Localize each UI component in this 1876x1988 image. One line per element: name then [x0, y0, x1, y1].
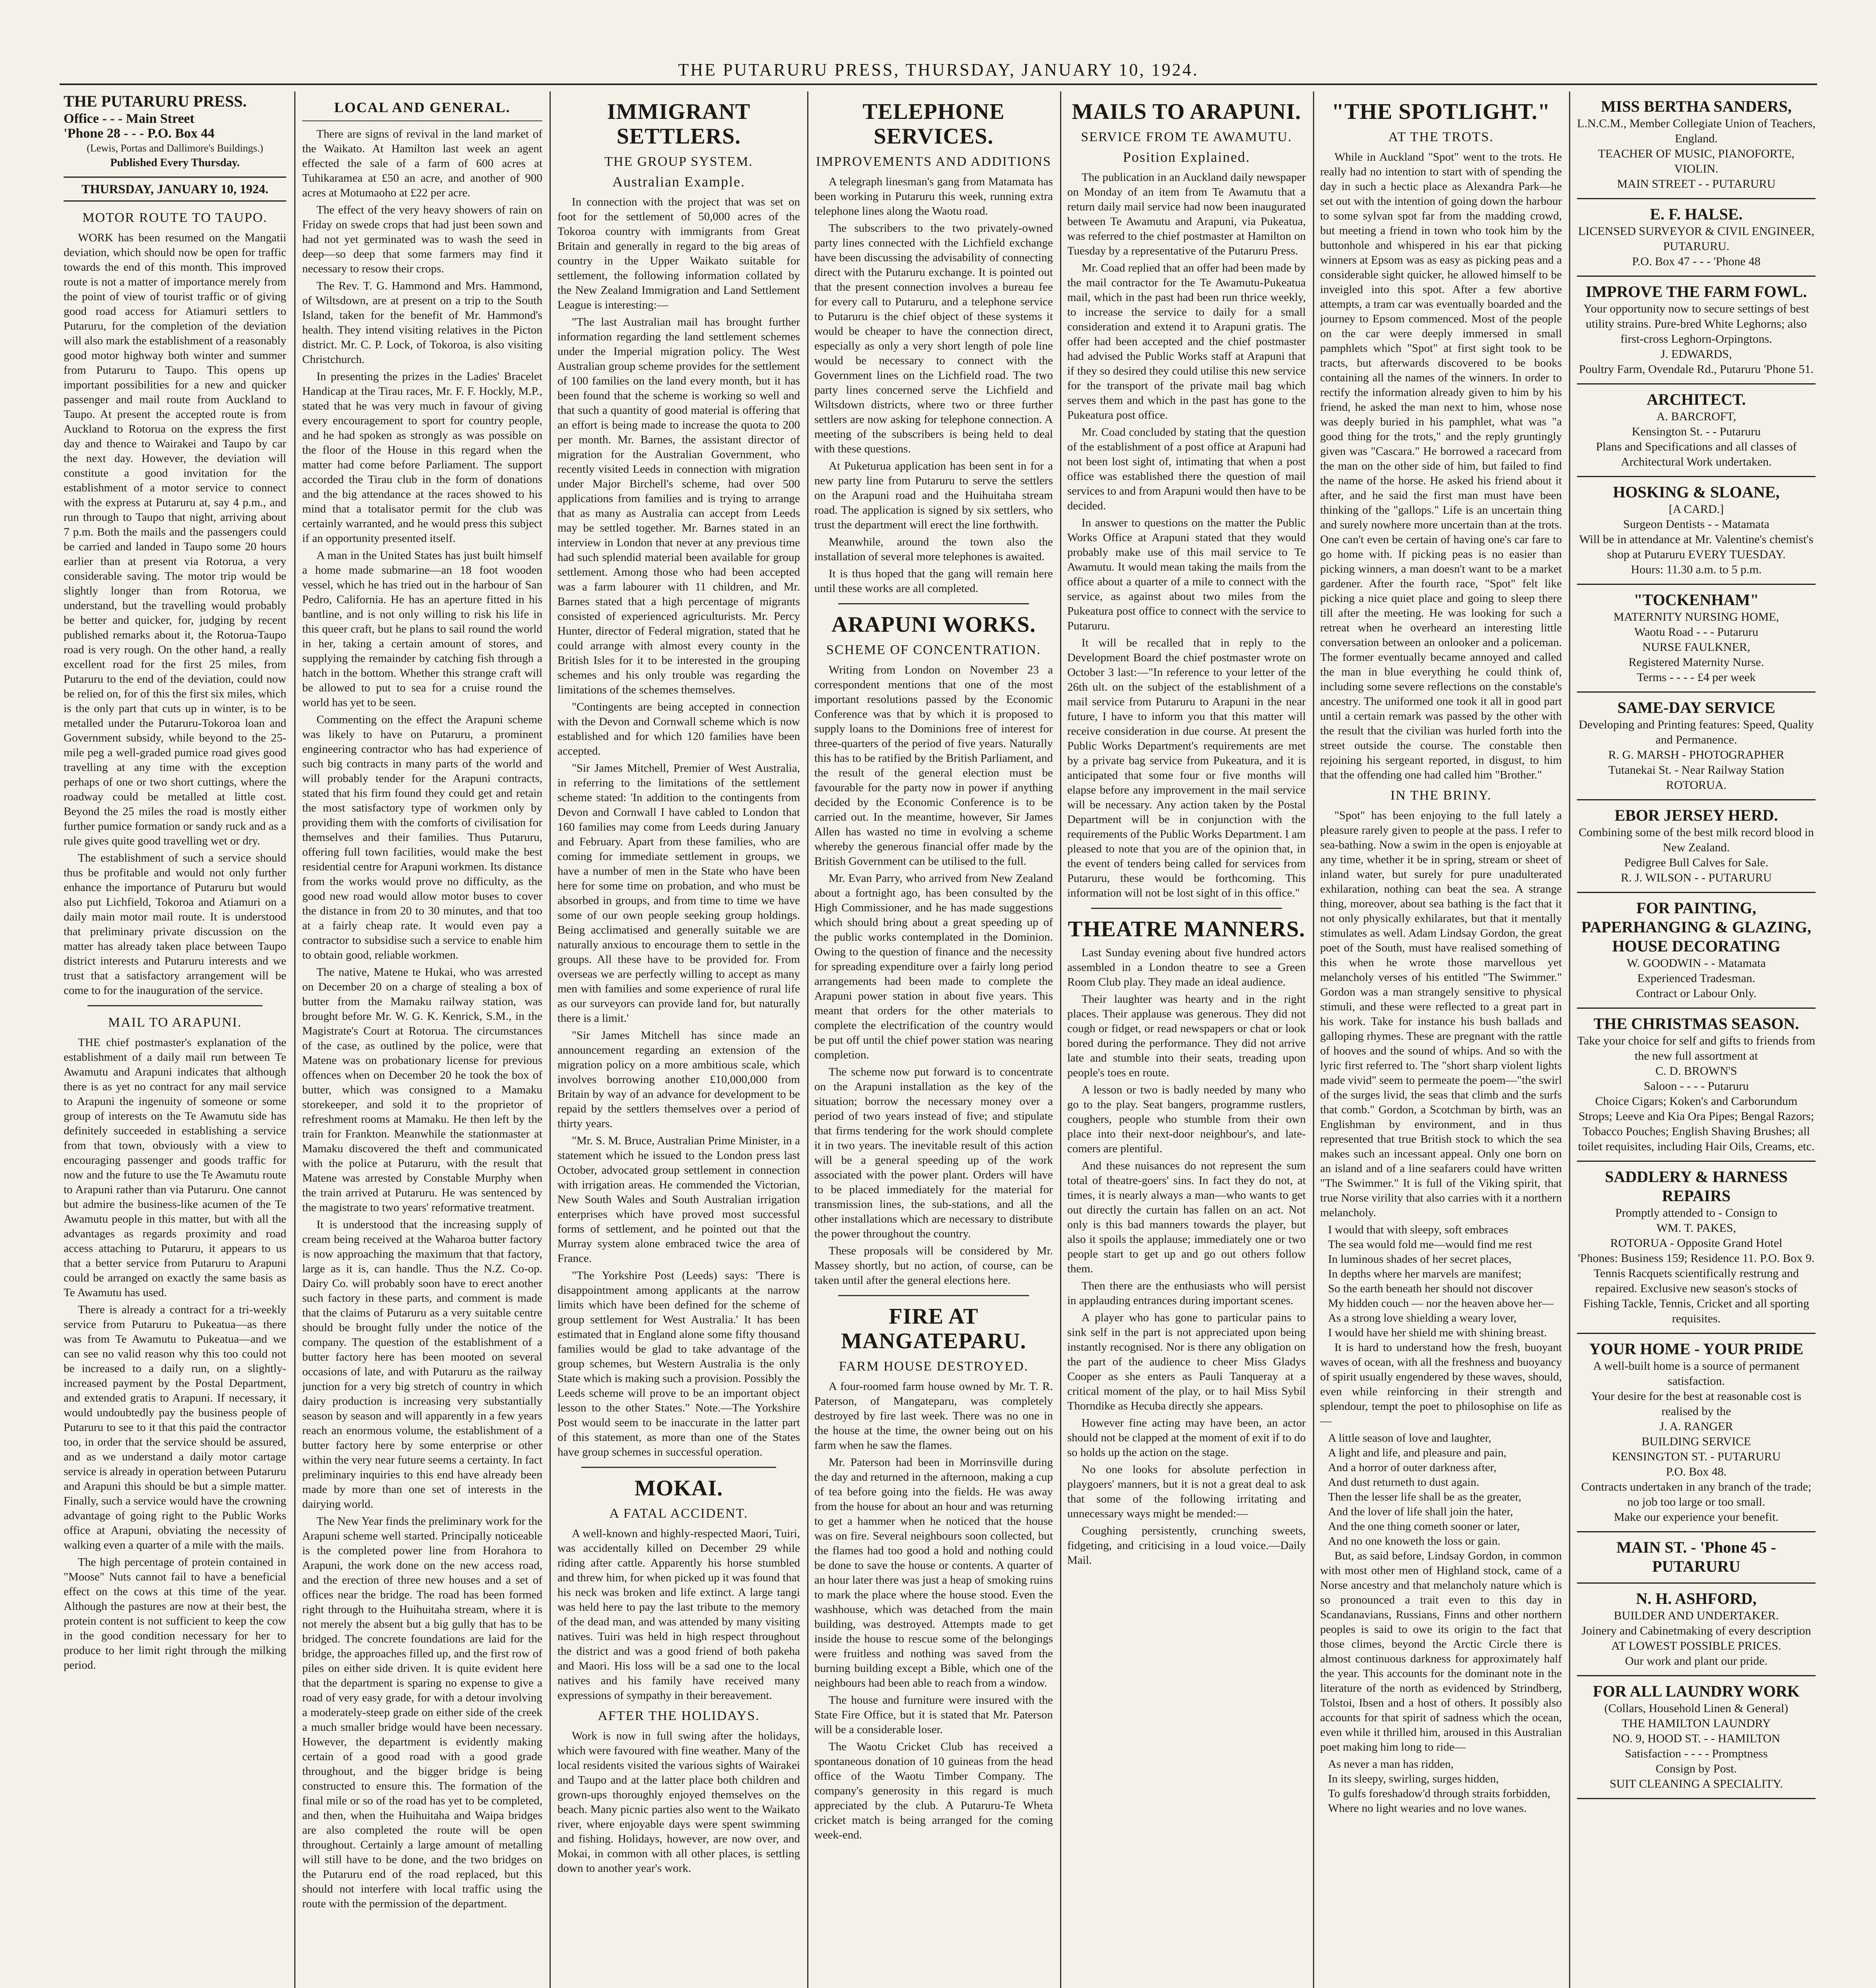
paragraph: "Contingents are being accepted in connection with the Devon and Cornwall scheme which is now established and for which 120 families have been accepted.	[557, 701, 800, 757]
ad-line: THE HAMILTON LAUNDRY	[1622, 1717, 1771, 1730]
column-7-advertisements	[1577, 91, 1816, 1988]
ad-line: NO. 9, HOOD ST. - - HAMILTON	[1612, 1732, 1780, 1745]
paragraph: Writing from London on November 23 a correspondent mentions that one of the most important resolutions passed by the Economic Conference was that by which it is proposed to supply loans to the Dominions free of interest for three-quarters of the period of five years. Naturally this has to be ratified by the British Parliament, and the result of the general election must be favourable for the party now in power if anything decided by the Economic Conference is to be carried out. In the meantime, however, Sir James Allen has wasted no time in evolving a scheme whereby the generous financial offer made by the British Government can be utilised to the full.	[814, 664, 1053, 868]
ad-title: ARCHITECT.	[1647, 390, 1746, 408]
spotlight-heading: "THE SPOTLIGHT."	[1331, 99, 1551, 124]
advertisement	[1577, 477, 1816, 585]
advertisement	[1577, 91, 1816, 199]
telephone-heading: TELEPHONE SERVICES.	[862, 99, 1005, 149]
divider	[1091, 908, 1282, 909]
paragraph: "Spot" has been enjoying to the full lately a pleasure rarely given to people at the pass. I refer to sea-bathing. Now a swim in the open is enjoyable at any time, whether it be in spring, stream or sheet of inland water, but surely for pure unadulterated exhilaration, nothing can beat the sea. A strange thing, moreover, about sea bathing is the fact that it not only physically exhilarates, but that it mentally stimulates as well. Adam Lindsay Gordon, the great poet of the South, must have realised something of this when he wrote those marvellous yet melancholy verses of his entitled "The Swimmer." Gordon was a man strangely sensitive to physical stimuli, and these were reflected to a great part in his work. Take for instance his bush ballads and galloping rhymes. These are pregnant with the rattle of hooves and the sound of whips. And so with the lyric first referred to. The "short sharp violent lights made vivid" seem to permeate the poem—"the swirl of the surges livid, the seas that climb and the surfs that comb." Gordon, a Scotchman by birth, was an Englishman by environment, and in thus represented that true British stock to which the sea makes such an incessant appeal. Only one born on an island and of a line seafarers could have written "The Swimmer." It is full of the Viking spirit, that true Norse virility that also carries with it a northern melancholy.	[1320, 809, 1562, 1219]
paragraph: The effect of the very heavy showers of rain on Friday on swede crops that had just been sown and had not yet germinated was to wash the seed in deep—so deep that some farmers may find it necessary to resow their crops.	[302, 204, 542, 275]
divider	[581, 1467, 776, 1468]
paragraph: A lesson or two is badly needed by many who go to the play. Seat bangers, programme rustlers, coughers, people who stumble from their own place into their next-door neighbour's, and late-comers are plentiful.	[1067, 1083, 1306, 1155]
immigrant-heading: IMMIGRANT SETTLERS.	[607, 99, 751, 149]
advertisement	[1577, 199, 1816, 277]
after-poem-2	[1320, 1549, 1562, 1755]
arapuni-works-sub: SCHEME OF CONCENTRATION.	[826, 643, 1041, 657]
ad-line: J. A. RANGER	[1659, 1420, 1733, 1433]
ad-title: MAIN ST. - 'Phone 45 - PUTARURU	[1616, 1538, 1776, 1575]
masthead: THE PUTARURU PRESS, THURSDAY, JANUARY 10, 1924.	[678, 60, 1199, 80]
ad-line: Terms - - - - £4 per week	[1637, 671, 1756, 684]
printers-line: (Lewis, Portas and Dallimore's Buildings.)	[87, 142, 263, 154]
paragraph: There are signs of revival in the land market of the Waikato. At Hamilton last week an agent effected the sale of a farm of 600 acres at Tuhikaramea at £50 an acre, and another of 900 acres at Motumaoho at £22 per acre.	[302, 128, 542, 199]
phone-line: 'Phone 28 - - - P.O. Box 44	[64, 126, 215, 141]
poem-line: And the lover of life shall join the hater,	[1328, 1505, 1513, 1518]
column-2	[302, 91, 542, 1988]
telephone-sub: IMPROVEMENTS AND ADDITIONS	[816, 154, 1052, 169]
ad-line: P.O. Box 47 - - - 'Phone 48	[1632, 255, 1761, 268]
column-3	[557, 91, 800, 1988]
paragraph: Mr. Paterson had been in Morrinsville during the day and returned in the afternoon, making a cup of tea before going into the fields. He was away from the house for about an hour and was returning to get a hammer when he noticed that the house was on fire. Several neighbours soon collected, but the flames had too good a hold and nothing could be done to save the house or contents. A quarter of an hour later there was just a heap of smoking ruins to mark the place where the house stood. Even the washhouse, which was detached from the main building, was destroyed. Attempts made to get inside the house to rescue some of the belongings were fruitless and nothing was saved from the burning building except a Bible, which one of the neighbours had been able to reach from a window.	[814, 1456, 1053, 1689]
immigrant-sub2: Australian Example.	[612, 174, 745, 190]
ad-title: "TOCKENHAM"	[1633, 591, 1759, 609]
ad-line: Tennis Racquets scientifically restrung and repaired. Exclusive new season's stocks of Fishing Tackle, Tennis, Cricket and all sporting requisites.	[1583, 1267, 1809, 1325]
fire-heading: FIRE AT MANGATEPARU.	[841, 1304, 1026, 1353]
ad-line: PUTARURU.	[1663, 240, 1730, 253]
ad-line: BUILDING SERVICE	[1641, 1435, 1751, 1448]
paragraph: It will be recalled that in reply to the Development Board the chief postmaster wrote on October 3 last:—"In reference to your letter of the 26th ult. on the subject of the establishment of a mail service from Putaruru to Arapuni in the near future, I have to inform you that this matter will receive consideration in due course. At present the Public Works Department's requirements are met by a private bag service from Pukeatura, and it is anticipated that some four or five months will elapse before any improvement in the mail service will be necessary. Any action taken by the Postal Department will be in conjunction with the requirements of the Public Works Department. I am pleased to note that you are of the opinion that, in the event of tenders being called for services from Putaruru, these would be forthcoming. This information will not be lost sight of in this office."	[1067, 637, 1306, 899]
ad-line: Pedigree Bull Calves for Sale.	[1624, 856, 1769, 869]
arapuni-works-heading: ARAPUNI WORKS.	[831, 612, 1036, 637]
ad-line: P.O. Box 48.	[1666, 1465, 1727, 1478]
column-rule	[294, 91, 295, 1988]
paragraph: The high percentage of protein contained in "Moose" Nuts cannot fail to have a beneficial effect on the cows at this time of the year. Although the pastures are now at their best, the protein content is not sufficient to keep the cow in the good condition necessary for her to produce to her limit right through the milking period.	[64, 1556, 286, 1672]
column-rule	[1313, 91, 1314, 1988]
paragraph: THE chief postmaster's explanation of the establishment of a daily mail run between Te Awamutu and Arapuni indicates that although there is as yet no contract for any mail service to Arapuni the ingenuity of someone or some group of interests on the Te Awamutu side has definitely succeeded in establishing a service from that town, obviously with a view to encouraging passenger and goods traffic for now and the future to use the Te Awamutu route to Arapuni rather than via Putaruru. One cannot but admire the business-like acumen of the Te Awamutu people in this matter, but with all the advantages as regards proximity and road access attaching to Putaruru, it appears to us that a better service from Putaruru to Arapuni could be arranged on exactly the same basis as Te Awamutu has used.	[64, 1036, 286, 1299]
ad-line: Make our experience your benefit.	[1614, 1510, 1779, 1524]
paragraph: WORK has been resumed on the Mangatii deviation, which should now be open for traffic towards the end of this month. This improved route is not a matter of importance merely from the point of view of tourist traffic or of giving good road access for Atiamuri settlers to Putaruru, for the completion of the deviation will also mark the establishment of a reasonably good motor highway both winter and summer from Putaruru to Taupo. This opens up important possibilities for a new and quicker passenger and mail route from Auckland to Taupo. At present the accepted route is from Auckland to Rotorua on the express the first day and thence to Wairakei and Taupo by car the next day. However, the deviation will constitute a good invitation for the establishment of a motor service to connect with the express at Putaruru at, say 4 p.m., and run through to Taupo that night, arriving about 7 p.m. Both the mails and the passengers could be carried and landed in Taupo some 20 hours earlier than at present via Rotorua, a very considerable saving. The motor trip would be slightly longer than from Rotorua, we understand, but the travelling would probably be better and quicker, for, judging by recent published remarks about it, the Rotorua-Taupo road is very rough. On the other hand, a really excellent road for the first 25 miles, from Putaruru to the end of the deviation, could now be relied on, for of this the first six miles, which is the only part that cuts up in winter, is to be metalled under the Putaruru-Tokoroa loan and Government subsidy, while beyond to the 25-mile peg a well-graded pumice road gives good travelling at any time with the exception perhaps of one or two short cuttings, where the roadway could be metalled at little cost. Beyond the 25 miles the road is mostly either further pumice formation or sandy ruck and as a rule gives quite good travelling wet or dry.	[64, 231, 286, 847]
ad-line: WM. T. PAKES,	[1656, 1221, 1736, 1235]
dateline: THURSDAY, JANUARY 10, 1924.	[64, 182, 286, 202]
ad-line: Tutanekai St. - Near Railway Station	[1608, 763, 1785, 777]
after-holidays-heading: AFTER THE HOLIDAYS.	[598, 1708, 760, 1723]
ad-line: Will be in attendance at Mr. Valentine's chemist's shop at Putaruru EVERY TUESDAY.	[1579, 533, 1814, 561]
ad-line: ROTORUA - Opposite Grand Hotel	[1610, 1237, 1783, 1250]
advertisement	[1577, 585, 1816, 693]
poem-line: My hidden couch — nor the heaven above her—	[1328, 1297, 1554, 1310]
column-rule	[550, 91, 551, 1988]
paragraph: A man in the United States has just built himself a home made submarine—an 18 foot wooden vessel, which he has tried out in the harbour of San Pedro, California. He has an aperture fitted in his bantline, and is not only willing to risk his life in this queer craft, but he plans to sail round the world in her, taking a certain amount of stores, and supplying the remainder by catching fish through a hatch in the bottom. Whether this strange craft will be allowed to put to sea for a cruise round the world has yet to be seen.	[302, 549, 542, 709]
ad-line: L.N.C.M., Member Collegiate Union of Teachers, England.	[1577, 117, 1816, 145]
column-4	[814, 91, 1053, 1988]
poem-line: Where no light wearies and no love wanes.	[1328, 1802, 1527, 1815]
ad-line: Plans and Specifications and all classes of Architectural Work undertaken.	[1596, 440, 1797, 468]
poem-line: The sea would fold me—would find me rest	[1328, 1238, 1532, 1251]
advertisement	[1577, 1162, 1816, 1334]
office-line: Office - - - Main Street	[64, 111, 194, 126]
poem-line: To gulfs foreshadow'd through straits forbidden,	[1328, 1787, 1550, 1800]
poem-line: I would have her shield me with shining breast.	[1328, 1326, 1547, 1339]
ad-line: MAIN STREET - - PUTARURU	[1617, 177, 1776, 190]
divider	[302, 120, 542, 121]
paragraph: It is hard to understand how the fresh, buoyant waves of ocean, with all the freshness and buoyancy of spirit usually engendered by these waves, should, even while reinforcing in their strength and splendour, tempt the poet to philosophise on life as—	[1320, 1341, 1562, 1427]
ad-line: Consign by Post.	[1655, 1762, 1737, 1775]
ad-line: A. BARCROFT,	[1656, 410, 1736, 423]
ad-title: FOR ALL LAUNDRY WORK	[1593, 1682, 1800, 1700]
advertisement	[1577, 1584, 1816, 1676]
ad-line: NURSE FAULKNER,	[1642, 641, 1750, 654]
paragraph: While in Auckland "Spot" went to the trots. He really had no intention to start with of spending the day in such a hectic place as Alexandra Park—he set out with the intention of going down the harbour to some sylvan spot far from the madding crowd, but meeting a friend in town who took him by the buttonhole and whispered in his ear that picking winners at Epsom was as easy as picking peas and a considerable sight quicker, he allowed himself to be inveigled into this spot. After a few abortive attempts, a tram car was eventually boarded and the journey to Epsom commenced. Most of the people on the car were deeply immersed in small pamphlets which "Spot" at first sight took to be tracts, but afterwards discovered to be books containing all the names of the winners. In order to rectify the information already given to him by his friend, he asked the man next to him, whose nose was deeply buried in his pamphlet, what was "a good thing for the trots," and the reply gruntingly given was "Cascara." He borrowed a racecard from the man on the other side of him, but failed to find the name of the horse. He asked his friend about it after, and he said the first man must have been thinking of the "gallops." Life is an uncertain thing and surely nowhere more uncertain than at the trots. One can't even be certain of having one's car fare to go home with. If picking peas is no easier than picking winners, a man doesn't want to be a market gardener. After the fourth race, "Spot" felt like picking a nice quiet place and going to sleep there till after the meeting. He was looking for such a retreat when he overheard an interesting little conversation between an onlooker and a policeman. The former eventually became annoyed and called the man in blue everything he could think of, including some severe reflections on the constable's ancestry. The uniformed one took it all in good part until a certain remark was passed by the other with the result that the civilian was hurled forth into the street outside the course. The constable then rejoining his sergeant reported, in disgust, to him that the offending one had called him "Brother."	[1320, 151, 1562, 781]
poem-line: As a strong love shielding a weary lover,	[1328, 1312, 1517, 1324]
ad-line: Saloon - - - - Putaruru	[1643, 1079, 1749, 1093]
paragraph: Last Sunday evening about five hundred actors assembled in a London theatre to see a Green Room Club play. They made an ideal audience.	[1067, 946, 1306, 988]
ad-line: R. G. MARSH - PHOTOGRAPHER	[1608, 748, 1785, 761]
paragraph: "Sir James Mitchell has since made an announcement regarding an extension of the migration policy on a more ambitious scale, which involves borrowing another £10,000,000 from Britain by way of an advance for development to be repaid by the settlers themselves over a period of thirty years.	[557, 1029, 800, 1130]
paragraph: Mr. Coad replied that an offer had been made by the mail contractor for the Te Awamutu-Pukeatua mail, which in the past had been run thrice weekly, to increase the service to daily for a small consideration and extend it to Arapuni gratis. The offer had been accepted and the chief postmaster had advised the Public Works staff at Arapuni that if they so desired they could utilise this new service for the transport of the private mail bag which serves them and which in the past has gone to the Pukeatura post office.	[1067, 262, 1306, 421]
poem-1	[1320, 1223, 1562, 1340]
after-poem-1	[1320, 1340, 1562, 1429]
local-general-heading: LOCAL AND GENERAL.	[334, 99, 511, 115]
column-6	[1320, 91, 1562, 1988]
paragraph: In connection with the project that was set on foot for the settlement of 50,000 acres of the Tokoroa country with immigrants from Great Britain and generally in regard to the big areas of country in the Upper Waikato suitable for settlement, the following information collated by the New Zealand Immigration and Land Settlement League is interesting:—	[557, 196, 800, 311]
theatre-body	[1067, 945, 1306, 1568]
paragraph: The subscribers to the two privately-owned party lines connected with the Lichfield exchange have been discussing the advisability of connecting direct with the Putaruru exchange. It is pointed out that the present connection involves a bureau fee for every call to Putaruru, and a telephone service to Putaruru is the chief object of these systems it would be cheaper to have the connection direct, especially as only a very short length of pole line would be necessary to connect with the Government lines on the Lichfield road. The two party lines concerned serve the Lichfield and Wiltsdown districts, where two or three further settlers are now asking for telephone connection. A meeting of the subscribers is being held to deal with these questions.	[814, 222, 1053, 455]
divider	[87, 1005, 262, 1006]
paragraph: However fine acting may have been, an actor should not be clapped at the moment of exit if to do so holds up the action on the stage.	[1067, 1417, 1306, 1459]
advertisement	[1577, 800, 1816, 893]
ad-line: Promptly attended to - Consign to	[1615, 1206, 1777, 1219]
ad-line: Waotu Road - - - Putaruru	[1634, 625, 1758, 639]
mails-body	[1067, 170, 1306, 901]
ad-line: Kensington St. - - Putaruru	[1631, 425, 1761, 438]
ad-line: AT LOWEST POSSIBLE PRICES.	[1611, 1639, 1781, 1652]
ad-title: FOR PAINTING, PAPERHANGING & GLAZING, HOUSE DECORATING	[1581, 899, 1812, 955]
paragraph: A telegraph linesman's gang from Matamata has been working in Putaruru this week, running extra telephone lines along the Waotu road.	[814, 175, 1053, 217]
ad-line: J. EDWARDS,	[1660, 348, 1732, 361]
mokai-sub: A FATAL ACCIDENT.	[609, 1506, 748, 1521]
theatre-heading: THEATRE MANNERS.	[1068, 917, 1305, 942]
paragraph: The Rev. T. G. Hammond and Mrs. Hammond, of Wiltsdown, are at present on a trip to the South Island, taken for the benefit of Mr. Hammond's health. They intend visiting relatives in the Picton district. Mr. C. P. Lock, of Tokoroa, is also visiting Christchurch.	[302, 280, 542, 366]
briny-heading: IN THE BRINY.	[1390, 788, 1492, 803]
briny-body	[1320, 808, 1562, 1220]
ad-line: TEACHER OF MUSIC, PIANOFORTE, VIOLIN.	[1598, 147, 1795, 175]
paragraph: No one looks for absolute perfection in playgoers' manners, but it is not a great deal to ask that some of the following irritating and unnecessary ways might be mended:—	[1067, 1463, 1306, 1520]
ad-line: 'Phones: Business 159; Residence 11. P.O. Box 9.	[1578, 1252, 1815, 1265]
ad-line: Choice Cigars; Koken's and Carborundum Strops; Leeve and Kia Ora Pipes; Bengal Razors; Tobacco Pouches; English Shaving Brushes; all toilet requisites, including Hair Oils, Creams, etc.	[1578, 1095, 1815, 1153]
paragraph: The publication in an Auckland daily newspaper on Monday of an item from Te Awamutu that a return daily mail service had now been inaugurated between Te Awamutu and Arapuni, via Pukeatua, was referred to the chief postmaster at Hamilton on Tuesday by a representative of the Putaruru Press.	[1067, 171, 1306, 257]
paper-name: THE PUTARURU PRESS.	[64, 92, 247, 110]
ad-line: A well-built home is a source of permanent satisfaction.	[1593, 1359, 1800, 1388]
poem-line: And dust returneth to dust again.	[1328, 1476, 1480, 1489]
ad-title: THE CHRISTMAS SEASON.	[1593, 1015, 1799, 1033]
ad-line: Joinery and Cabinetmaking of every description	[1581, 1624, 1811, 1637]
column-rule	[807, 91, 808, 1988]
spotlight-body	[1320, 150, 1562, 782]
divider	[838, 603, 1029, 604]
poem-2	[1320, 1431, 1562, 1549]
ad-title: SAME-DAY SERVICE	[1617, 699, 1775, 716]
ad-line: ROTORUA.	[1666, 779, 1726, 792]
advertisement	[1577, 693, 1816, 800]
local-general-body	[302, 127, 542, 1911]
masthead-rule	[60, 83, 1817, 85]
column-rule	[1569, 91, 1570, 1988]
poem-line: And no one knoweth the loss or gain.	[1328, 1535, 1501, 1547]
paragraph: Mr. Evan Parry, who arrived from New Zealand about a fortnight ago, has been consulted by the High Commissioner, and he has made suggestions which should bring about a great speeding up of the public works contemplated in the Dominion. Owing to the question of finance and the necessity for spreading expenditure over a fairly long period arrangements had been made to complete the Arapuni power station in about five years. This meant that orders for the other materials to complete the electrification of the country would be put off until the chief power station was nearing completion.	[814, 872, 1053, 1061]
column-1	[64, 91, 286, 1988]
mail-body	[64, 1035, 286, 1673]
paragraph: Meanwhile, around the town also the installation of several more telephones is awaited.	[814, 536, 1053, 563]
mails-sub2: Position Explained.	[1123, 149, 1250, 165]
immigrant-body	[557, 195, 800, 1460]
immigrant-sub1: THE GROUP SYSTEM.	[604, 154, 753, 169]
poem-line: And the one thing cometh sooner or later,	[1328, 1520, 1520, 1533]
paragraph: The scheme now put forward is to concentrate on the Arapuni installation as the key of the situation; borrow the necessary money over a period of two years instead of five; and stipulate that firms tendering for the work should complete it in two years. The inevitable result of this action will be a general speeding up of the work associated with the power plant. Orders will have to be placed immediately for the material for transmission lines, the sub-stations, and all the other installations which are necessary to distribute the power throughout the country.	[814, 1066, 1053, 1240]
ad-line: Your desire for the best at reasonable cost is realised by the	[1591, 1390, 1802, 1418]
paragraph: But, as said before, Lindsay Gordon, in common with most other men of Highland stock, came of a Norse ancestry and that melancholy nature which is so pronounced a trait even to this day in Scandanavians, Russians, Finns and other northern peoples is said to owe its origin to the fact that those climes, beyond the Arctic Circle there is almost continuous darkness for approximately half the year. This accounts for the dominant note in the literature of the north as evidenced by Strindberg, Tolstoi, Ibsen and a host of others. It possibly also accounts for that spirit of sadness which the ocean, even while it thrilled him, aroused in this Australian poet making him long to ride—	[1320, 1549, 1562, 1753]
paragraph: And these nuisances do not represent the sum total of theatre-goers' sins. In fact they do not, at times, it is nearly always a man—who wants to get out directly the curtain has fallen on an act. Not only is this bad manners towards the player, but also it spoils the applause; immediately one or two people start to get up and go out others follow them.	[1067, 1159, 1306, 1275]
ad-line: Contract or Labour Only.	[1636, 987, 1757, 1000]
paragraph: In answer to questions on the matter the Public Works Office at Arapuni stated that they would probably make use of this mail service to Te Awamutu. It would mean taking the mails from the office about a quarter of a mile to connect with the service, as against about two miles from the Pukeatura post office to connect with the service to Putaruru.	[1067, 516, 1306, 632]
ad-line: Satisfaction - - - - Promptness	[1625, 1747, 1768, 1760]
ad-line: Your opportunity now to secure settings of best utility strains. Pure-bred White Leghorns; also first-cross Leghorn-Orpingtons.	[1583, 302, 1809, 346]
poem-line: In its sleepy, swirling, surges hidden,	[1328, 1773, 1499, 1785]
paragraph: Mr. Coad concluded by stating that the question of the establishment of a post office at Arapuni had not been lost sight of, intimating that when a post office was established there the question of mail services to and from Arapuni would then have to be decided.	[1067, 426, 1306, 512]
advertisement	[1577, 1334, 1816, 1532]
ad-line: Our work and plant our pride.	[1625, 1654, 1768, 1668]
ad-line: Experienced Tradesman.	[1637, 972, 1756, 985]
paragraph: A player who has gone to particular pains to sink self in the part is not appreciated upon being instantly recognised. Nor is there any obligation on the part of the audience to cheer Miss Gladys Cooper as she enters as Pauli Tanqueray at a critical moment of the play, or to hail Miss Sybil Thorndike as Hecuba directly she appears.	[1067, 1311, 1306, 1412]
paragraph: "Sir James Mitchell, Premier of West Australia, in referring to the limitations of the settlement scheme stated: 'In addition to the contingents from Devon and Cornwall I have cabled to London that 160 families may come from Leeds during January and February. Apart from these families, who are coming for immediate settlement in groups, we have a number of men in the State who have been here for some time on probation, and who must be absorbed in groups, and from time to time we have some of our own people seeking group holdings. Being acclimatised and generally suitable we are naturally anxious to encourage them to settle in the groups. All these have to be provided for. From overseas we are perfectly willing to accept as many men with families and some experience of rural life as our surveyors can provide land for, but naturally there is a limit.'	[557, 762, 800, 1025]
ad-line: Combining some of the best milk record blood in New Zealand.	[1579, 826, 1814, 854]
paragraph: Their laughter was hearty and in the right places. Their applause was generous. They did not cough or fidget, or read newspapers or chat or look bored during the performance. They did not arrive late and stumble into their seats, treading upon people's toes en route.	[1067, 993, 1306, 1079]
ad-line: Contracts undertaken in any branch of the trade; no job too large or too small.	[1581, 1480, 1812, 1508]
ad-line: C. D. BROWN'S	[1655, 1064, 1737, 1077]
ad-line: Take your choice for self and gifts to friends from the new full assortment at	[1577, 1034, 1816, 1062]
telephone-body	[814, 175, 1053, 596]
column-5	[1067, 91, 1306, 1988]
ad-line: W. GOODWIN - - Matamata	[1627, 957, 1766, 970]
mails-heading: MAILS TO ARAPUNI.	[1072, 99, 1301, 124]
ad-line: Developing and Printing features: Speed, Quality and Permanence.	[1579, 718, 1814, 746]
paragraph: The Waotu Cricket Club has received a spontaneous donation of 10 guineas from the head office of the Waotu Timber Company. The company's generosity in this regard is much appreciated by the club. A Putaruru-Te Wheta cricket match is being arranged for the coming week-end.	[814, 1740, 1053, 1841]
poem-line: A little season of love and laughter,	[1328, 1432, 1491, 1444]
fire-sub: FARM HOUSE DESTROYED.	[839, 1359, 1029, 1374]
paragraph: Then there are the enthusiasts who will persist in applauding entrances during important scenes.	[1067, 1279, 1306, 1307]
paragraph: Commenting on the effect the Arapuni scheme was likely to have on Putaruru, a prominent engineering contractor who has had experience of such big contracts in many parts of the world and will probably tender for the Arapuni contracts, stated that his firm found they could get and retain the most satisfactory type of workmen only by providing them with the comforts of civilisation for themselves and their families. Thus Putaruru, offering full town facilities, would make the best residential centre for Arapuni workmen. Its distance from the works would prove no difficulty, as the good new road would allow motor buses to cover the distance in from 20 to 30 minutes, and that too at a fairly cheap rate. It would even pay a contractor to subsidise such a service to enable him to obtain good, reliable workmen.	[302, 713, 542, 961]
arapuni-works-body	[814, 663, 1053, 1288]
paragraph: It is thus hoped that the gang will remain here until these works are all completed.	[814, 567, 1053, 595]
ads-list	[1577, 91, 1816, 1799]
paragraph: A four-roomed farm house owned by Mr. T. R. Paterson, of Mangateparu, was completely destroyed by fire last week. There was no one in the house at the time, the owner being out on his farm when he saw the flames.	[814, 1380, 1053, 1452]
column-rule	[1060, 91, 1061, 1988]
ad-title: YOUR HOME - YOUR PRIDE	[1589, 1340, 1804, 1358]
ad-line: Hours: 11.30 a.m. to 5 p.m.	[1631, 563, 1762, 576]
mokai-heading: MOKAI.	[634, 1476, 723, 1501]
poem-line: In depths where her marvels are manifest;	[1328, 1268, 1522, 1280]
after-holidays-body	[557, 1729, 800, 1876]
advertisement	[1577, 1532, 1816, 1584]
ad-title: E. F. HALSE.	[1650, 205, 1743, 223]
paragraph: The house and furniture were insured with the State Fire Office, but it is stated that Mr. Paterson will be a considerable loser.	[814, 1694, 1053, 1736]
ad-title: N. H. ASHFORD,	[1636, 1590, 1757, 1607]
motor-route-body	[64, 231, 286, 998]
poem-line: So the earth beneath her should not discover	[1328, 1282, 1533, 1295]
paragraph: "The Yorkshire Post (Leeds) says: 'There is disappointment among applicants at the narrow limits which have been defined for the scheme of group settlement for West Australia.' It has been estimated that in England alone some fifty thousand families would be glad to take advantage of the group schemes, but Western Australia is the only State which is making such a provision. Possibly the Leeds scheme will prove to be an important object lesson to the other States." Note.—The Yorkshire Post would seem to be inaccurate in the latter part of this statement, as more than one of the States have group schemes in successful operation.	[557, 1269, 800, 1458]
ad-line: BUILDER AND UNDERTAKER.	[1614, 1609, 1779, 1622]
fire-body	[814, 1379, 1053, 1842]
ad-title: HOSKING & SLOANE,	[1613, 483, 1780, 501]
divider	[838, 1295, 1029, 1296]
ad-line: MATERNITY NURSING HOME,	[1613, 610, 1779, 623]
poem-line: And a horror of outer darkness after,	[1328, 1461, 1497, 1474]
ad-line: Registered Maternity Nurse.	[1628, 656, 1764, 669]
mails-sub1: SERVICE FROM TE AWAMUTU.	[1081, 130, 1292, 144]
ad-line: (Collars, Household Linen & General)	[1604, 1702, 1789, 1715]
paragraph: "The last Australian mail has brought further information regarding the land settlement schemes under the Imperial migration policy. The West Australian group scheme provides for the settlement of 100 families on the land every month, but it has been found that the scheme is working so well and that such a quantity of good material is offering that an effort is being made to increase the quota to 200 per month. Mr. Barnes, the assistant director of migration for the Australian Government, who recently visited Leeds in connection with migration under Major Birchell's scheme, had over 500 applications from families and is trying to arrange that as many as Australia can accept from Leeds may be settled together. Mr. Barnes stated in an interview in London that never at any previous time had such splendid material been available for group settlement. Among those who had been accepted was a farm labourer with 11 children, and Mr. Barnes stated that a high percentage of migrants consisted of experienced agriculturists. Mr. Percy Hunter, director of Federal migration, stated that he could arrange with almost every county in the British Isles for it to be interested in the grouping schemes and his only trouble was regarding the limitations of the schemes themselves.	[557, 316, 800, 696]
ad-title: EBOR JERSEY HERD.	[1614, 806, 1778, 824]
published-line: Published Every Thursday.	[110, 157, 240, 169]
paragraph: These proposals will be considered by Mr. Massey shortly, but no action, of course, can be taken until after the general elections here.	[814, 1244, 1053, 1287]
ad-title: SADDLERY & HARNESS REPAIRS	[1605, 1168, 1788, 1205]
poem-line: In luminous shades of her secret places,	[1328, 1253, 1512, 1266]
poem-3	[1320, 1757, 1562, 1816]
paragraph: It is understood that the increasing supply of cream being received at the Waharoa butter factory is now approaching the maximum that that factory, large as it is, can handle. Thus the N.Z. Co-op. Dairy Co. will probably soon have to erect another such factory in these parts, and comment is made that the claims of Putaruru as a very suitable centre should be brought fully under the notice of the company. The question of the establishment of a butter factory here has been mooted on several occasions of late, and with Putaruru as the railway junction for a very big stretch of country in which dairy production is increasing very substantially season by season and will apparently in a few years reach an enormous volume, the establishment of a butter factory here by some enterprise or other within the very near future seems a certainty. In fact preliminary inquiries to this end have already been made by more than one set of interests in the dairying world.	[302, 1218, 542, 1510]
poem-line: A light and life, and pleasure and pain,	[1328, 1446, 1507, 1459]
paragraph: Work is now in full swing after the holidays, which were favoured with fine weather. Many of the local residents visited the various sights of Wairakei and Taupo and at the latter place both children and grown-ups thoroughly enjoyed themselves on the beach. Many picnic parties also went to the Waikato river, where enjoyable days were spent swimming and fishing. Holidays, however, are now over, and Mokai, in common with all other places, is settling down to another year's work.	[557, 1730, 800, 1875]
ad-line: Surgeon Dentists - - Matamata	[1623, 518, 1769, 531]
paragraph: "Mr. S. M. Bruce, Australian Prime Minister, in a statement which he issued to the London press last October, advocated group settlement in connection with irrigation areas. He commended the Victorian, New South Wales and South Australian irrigation enterprises which have proved most successful forms of settlement, and he pointed out that the Murray system alone embraced twice the area of France.	[557, 1134, 800, 1265]
paragraph: There is already a contract for a tri-weekly service from Putaruru to Pukeatua—as there was from Te Awamutu to Pukeatua—and we can see no valid reason why this too could not be increased to a daily run, on a slightly-increased payment by the Postal Department, and extended gratis to Arapuni. If necessary, it would undoubtedly pay the business people of Putaruru to see to it that this paid the contractor too, in order that the service should be assured, and as we understand a daily motor cartage service is already in operation between Putaruru and Arapuni this should be but a simple matter. Finally, such a service would have the crowning advantage of going right to the Public Works office at Arapuni, obviating the necessity of walking even a quarter of a mile with the mails.	[64, 1303, 286, 1551]
ad-line: SUIT CLEANING A SPECIALITY.	[1610, 1777, 1783, 1790]
paragraph: Coughing persistently, crunching sweets, fidgeting, and criticising in a loud voice.—Daily Mail.	[1067, 1524, 1306, 1567]
ad-title: IMPROVE THE FARM FOWL.	[1585, 283, 1807, 301]
paragraph: In presenting the prizes in the Ladies' Bracelet Handicap at the Tirau races, Mr. F. F. Hockly, M.P., stated that he was very much in favour of giving every encouragement to sport for country people, and he had spoken as strongly as was possible on the floor of the House in this regard when the matter had come before Parliament. The support accorded the Tirau club in the form of donations and the big attendance at the races showed to his mind that a totalisator permit for the club was certainly warranted, and he would press this subject if an opportunity presented itself.	[302, 370, 542, 545]
spotlight-sub: AT THE TROTS.	[1388, 130, 1494, 144]
mail-heading: MAIL TO ARAPUNI.	[108, 1015, 242, 1030]
paragraph: The establishment of such a service should thus be profitable and would not only further enhance the importance of Putaruru but would also put Lichfield, Tokoroa and Atiamuri on a daily main motor mail route. It is understood that preliminary private discussion on the matter has already taken place between Taupo district interests and Putaruru interests and we trust that a satisfactory arrangement will be come to for the inauguration of the service.	[64, 852, 286, 997]
motor-route-heading: MOTOR ROUTE TO TAUPO.	[82, 210, 268, 225]
advertisement	[1577, 277, 1816, 384]
advertisement	[1577, 1009, 1816, 1162]
ad-line: LICENSED SURVEYOR & CIVIL ENGINEER,	[1578, 225, 1814, 238]
paragraph: The New Year finds the preliminary work for the Arapuni scheme well started. Principally noticeable is the completed power line from Horahora to Arapuni, the work done on the new access road, and the erection of three new houses and a set of offices near the bridge. The road has been formed right through to the Huihuitaha stream, where it is not merely the absent but a big gully that has to be bridged. The concrete foundations are laid for the bridge, the approaches filled up, and the first row of piles on either side driven. It is quite evident here that the department is sparing no expense to give a road of very easy grade, for with a detour involving a moderately-steep grade on either side of the creek a much smaller bridge would have been necessary. However, the department is evidently making certain of a good road with a good grade throughout, and the bigger bridge is being constructed to ensure this. The formation of the final mile or so of the road has yet to be completed, and then, when the Huihuitaha and Waipa bridges are also completed the route will be open throughout. Certainly a large amount of metalling will still have to be done, and the two bridges on the Putaruru end of the road replaced, but this should not interfere with local traffic using the route with the permission of the department.	[302, 1515, 542, 1910]
ad-line: [A CARD.]	[1668, 503, 1724, 516]
advertisement	[1577, 893, 1816, 1009]
paragraph: The native, Matene te Hukai, who was arrested on December 20 on a charge of stealing a box of butter from the Mamaku railway station, was brought before Mr. W. G. K. Kenrick, S.M., in the Magistrate's Court at Rotorua. The circumstances of the case, as outlined by the police, were that Matene was on probationary license for previous offences when on December 20 he took the box of butter, which was consigned to a Mamaku storekeeper, and sold it to the proprietor of refreshment rooms at Mamaku. He then left by the train for Frankton. Meanwhile the stationmaster at Mamaku discovered the theft and communicated with the police at Putaruru, with the result that Matene was arrested by Constable Murphy when the train arrived at Putaruru. He was sentenced by the magistrate to two years' reformative treatment.	[302, 966, 542, 1214]
ad-title: MISS BERTHA SANDERS,	[1601, 97, 1792, 115]
ad-line: R. J. WILSON - - PUTARURU	[1621, 871, 1772, 884]
ad-line: KENSINGTON ST. - PUTARURU	[1612, 1450, 1781, 1463]
poem-line: As never a man has ridden,	[1328, 1758, 1454, 1771]
paragraph: A well-known and highly-respected Maori, Tuiri, was accidentally killed on December 29 while riding after cattle. Apparently his horse stumbled and threw him, for when picked up it was found that his neck was broken and life extinct. A large tangi was held here to pay the last tribute to the memory of the dead man, and was attended by many visiting natives. Tuiri was held in high respect throughout the district and was a good friend of both pakeha and Maori. His loss will be a sad one to the local natives and his family have received many expressions of sympathy in their bereavement.	[557, 1527, 800, 1702]
poem-line: I would that with sleepy, soft embraces	[1328, 1223, 1509, 1236]
paragraph: At Puketurua application has been sent in for a new party line from Putaruru to serve the settlers on the Arapuni road and the Huihuitaha stream road. The application is signed by six settlers, who trust the department will erect the line forthwith.	[814, 460, 1053, 531]
paper-info-box	[64, 91, 286, 178]
advertisement	[1577, 1676, 1816, 1799]
poem-line: Then the lesser life shall be as the greater,	[1328, 1491, 1521, 1503]
ad-line: Poultry Farm, Ovendale Rd., Putaruru 'Phone 51.	[1579, 363, 1814, 376]
advertisement	[1577, 384, 1816, 477]
mokai-body	[557, 1526, 800, 1703]
